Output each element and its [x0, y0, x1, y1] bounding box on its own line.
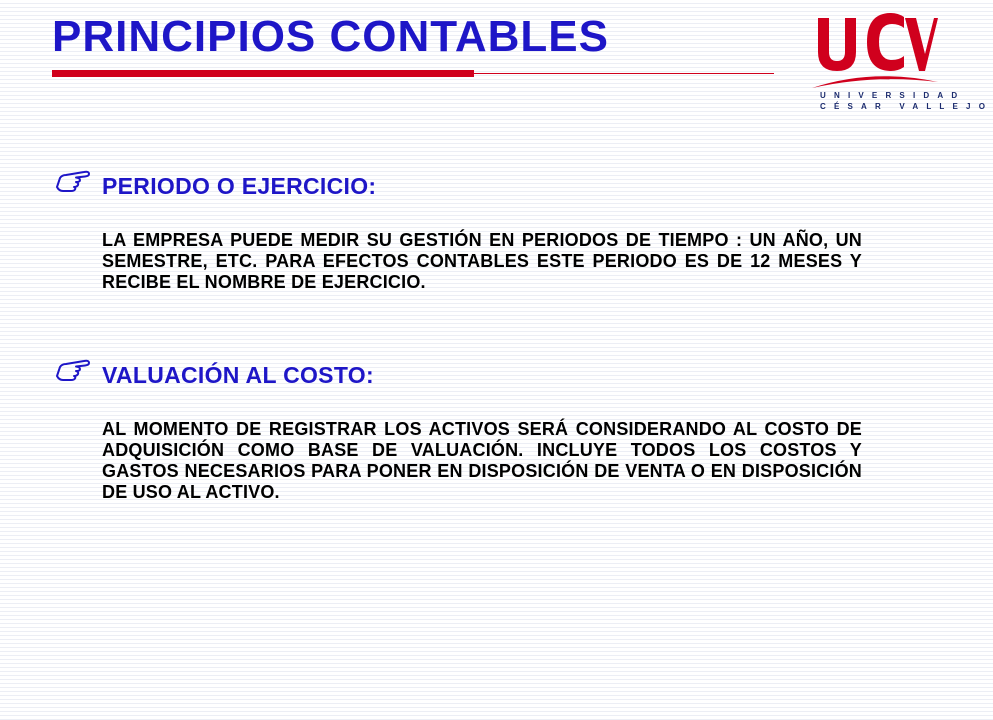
logo-name-line: CÉSAR VALLEJO: [820, 102, 993, 111]
title-underline: [52, 70, 474, 77]
section-heading-row: [54, 357, 862, 393]
section-heading-row: [54, 168, 862, 204]
section-body: AL MOMENTO DE REGISTRAR LOS ACTIVOS SERÁ CONSIDERANDO AL COSTO DE ADQUISICIÓN COMO BASE DE VALUACIÓN. INCLUYE TODOS LOS COSTOS Y GASTOS NECESARIOS PARA PONER EN DISPOSICIÓN DE VENTA O EN DISPOSICIÓN DE USO AL ACTIVO.: [102, 419, 862, 502]
ucv-logo-mark: [812, 12, 938, 90]
title-underline-extension: [474, 73, 774, 74]
pointing-hand-icon: [54, 355, 94, 381]
ucv-logo: [812, 12, 993, 124]
section-periodo: [54, 168, 862, 293]
slide-title: PRINCIPIOS CONTABLES: [52, 12, 610, 61]
section-heading: VALUACIÓN AL COSTO:: [102, 361, 374, 388]
section-heading: PERIODO O EJERCICIO:: [102, 172, 377, 199]
pointing-hand-icon: [54, 166, 94, 192]
section-body: LA EMPRESA PUEDE MEDIR SU GESTIÓN EN PERIODOS DE TIEMPO : UN AÑO, UN SEMESTRE, ETC. PARA EFECTOS CONTABLES ESTE PERIODO ES DE 12 MESES Y RECIBE EL NOMBRE DE EJERCICIO.: [102, 230, 862, 292]
section-valuacion: [54, 357, 862, 503]
logo-university-line: UNIVERSIDAD: [820, 91, 966, 100]
